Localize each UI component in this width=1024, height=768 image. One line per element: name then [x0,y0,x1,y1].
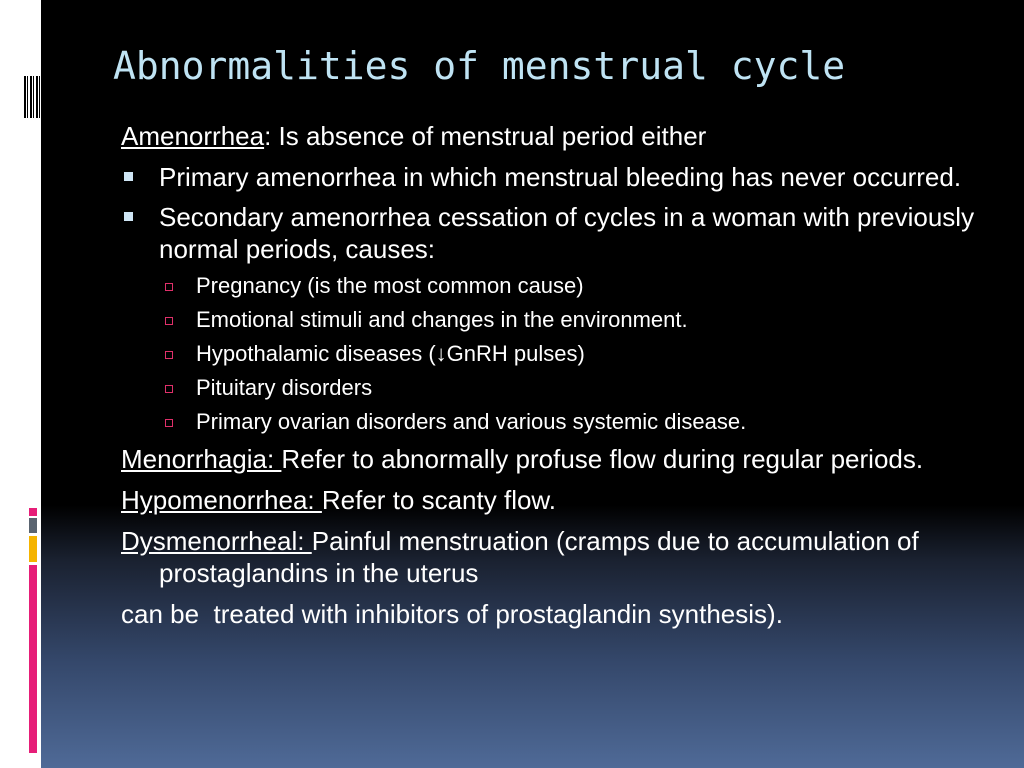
amenorrhea-definition [121,120,981,152]
slide-title: Abnormalities of menstrual cycle [113,44,846,88]
cause-item [121,409,981,435]
dysmenorrheal-term: Dysmenorrheal: [121,526,312,556]
menorrhagia-definition [121,443,981,475]
cause-text: Primary ovarian disorders and various systemic disease. [196,409,747,434]
bullet-primary: Primary amenorrhea in which menstrual bleeding has never occurred. [121,161,981,193]
cause-item [121,341,981,367]
accent-bar-pink-small [29,508,37,516]
amenorrhea-text: : Is absence of menstrual period either [264,121,707,151]
menorrhagia-term: Menorrhagia: [121,444,282,474]
cause-item [121,307,981,333]
accent-bar-yellow [29,536,37,562]
dysmenorrheal-definition [121,525,981,589]
cause-item [121,273,981,299]
accent-bar-pink-large [29,565,37,753]
slide-body [121,120,981,639]
barcode-decoration [24,76,40,118]
cause-text: Hypothalamic diseases (↓GnRH pulses) [196,341,585,366]
square-bullet-icon [165,283,173,291]
square-bullet-icon [165,419,173,427]
cause-text: Emotional stimuli and changes in the environment. [196,307,688,332]
square-bullet-icon [165,317,173,325]
square-bullet-icon [165,385,173,393]
dysmenorrheal-text: Painful menstruation (cramps due to accumulation of prostaglandins in the uterus [159,526,919,588]
hypomenorrhea-definition [121,484,981,516]
accent-bar-gray [29,518,37,533]
cause-item [121,375,981,401]
square-bullet-icon [165,351,173,359]
cause-text: Pituitary disorders [196,375,373,400]
hypomenorrhea-term: Hypomenorrhea: [121,485,322,515]
hypomenorrhea-text: Refer to scanty flow. [321,485,556,515]
menorrhagia-text: Refer to abnormally profuse flow during regular periods. [281,444,924,474]
amenorrhea-term: Amenorrhea [121,121,265,151]
bullet-secondary: Secondary amenorrhea cessation of cycles in a woman with previously normal periods, causes: [121,201,981,265]
cause-text: Pregnancy (is the most common cause) [196,273,584,298]
closing-line: can be treated with inhibitors of prostaglandin synthesis). [121,599,783,629]
